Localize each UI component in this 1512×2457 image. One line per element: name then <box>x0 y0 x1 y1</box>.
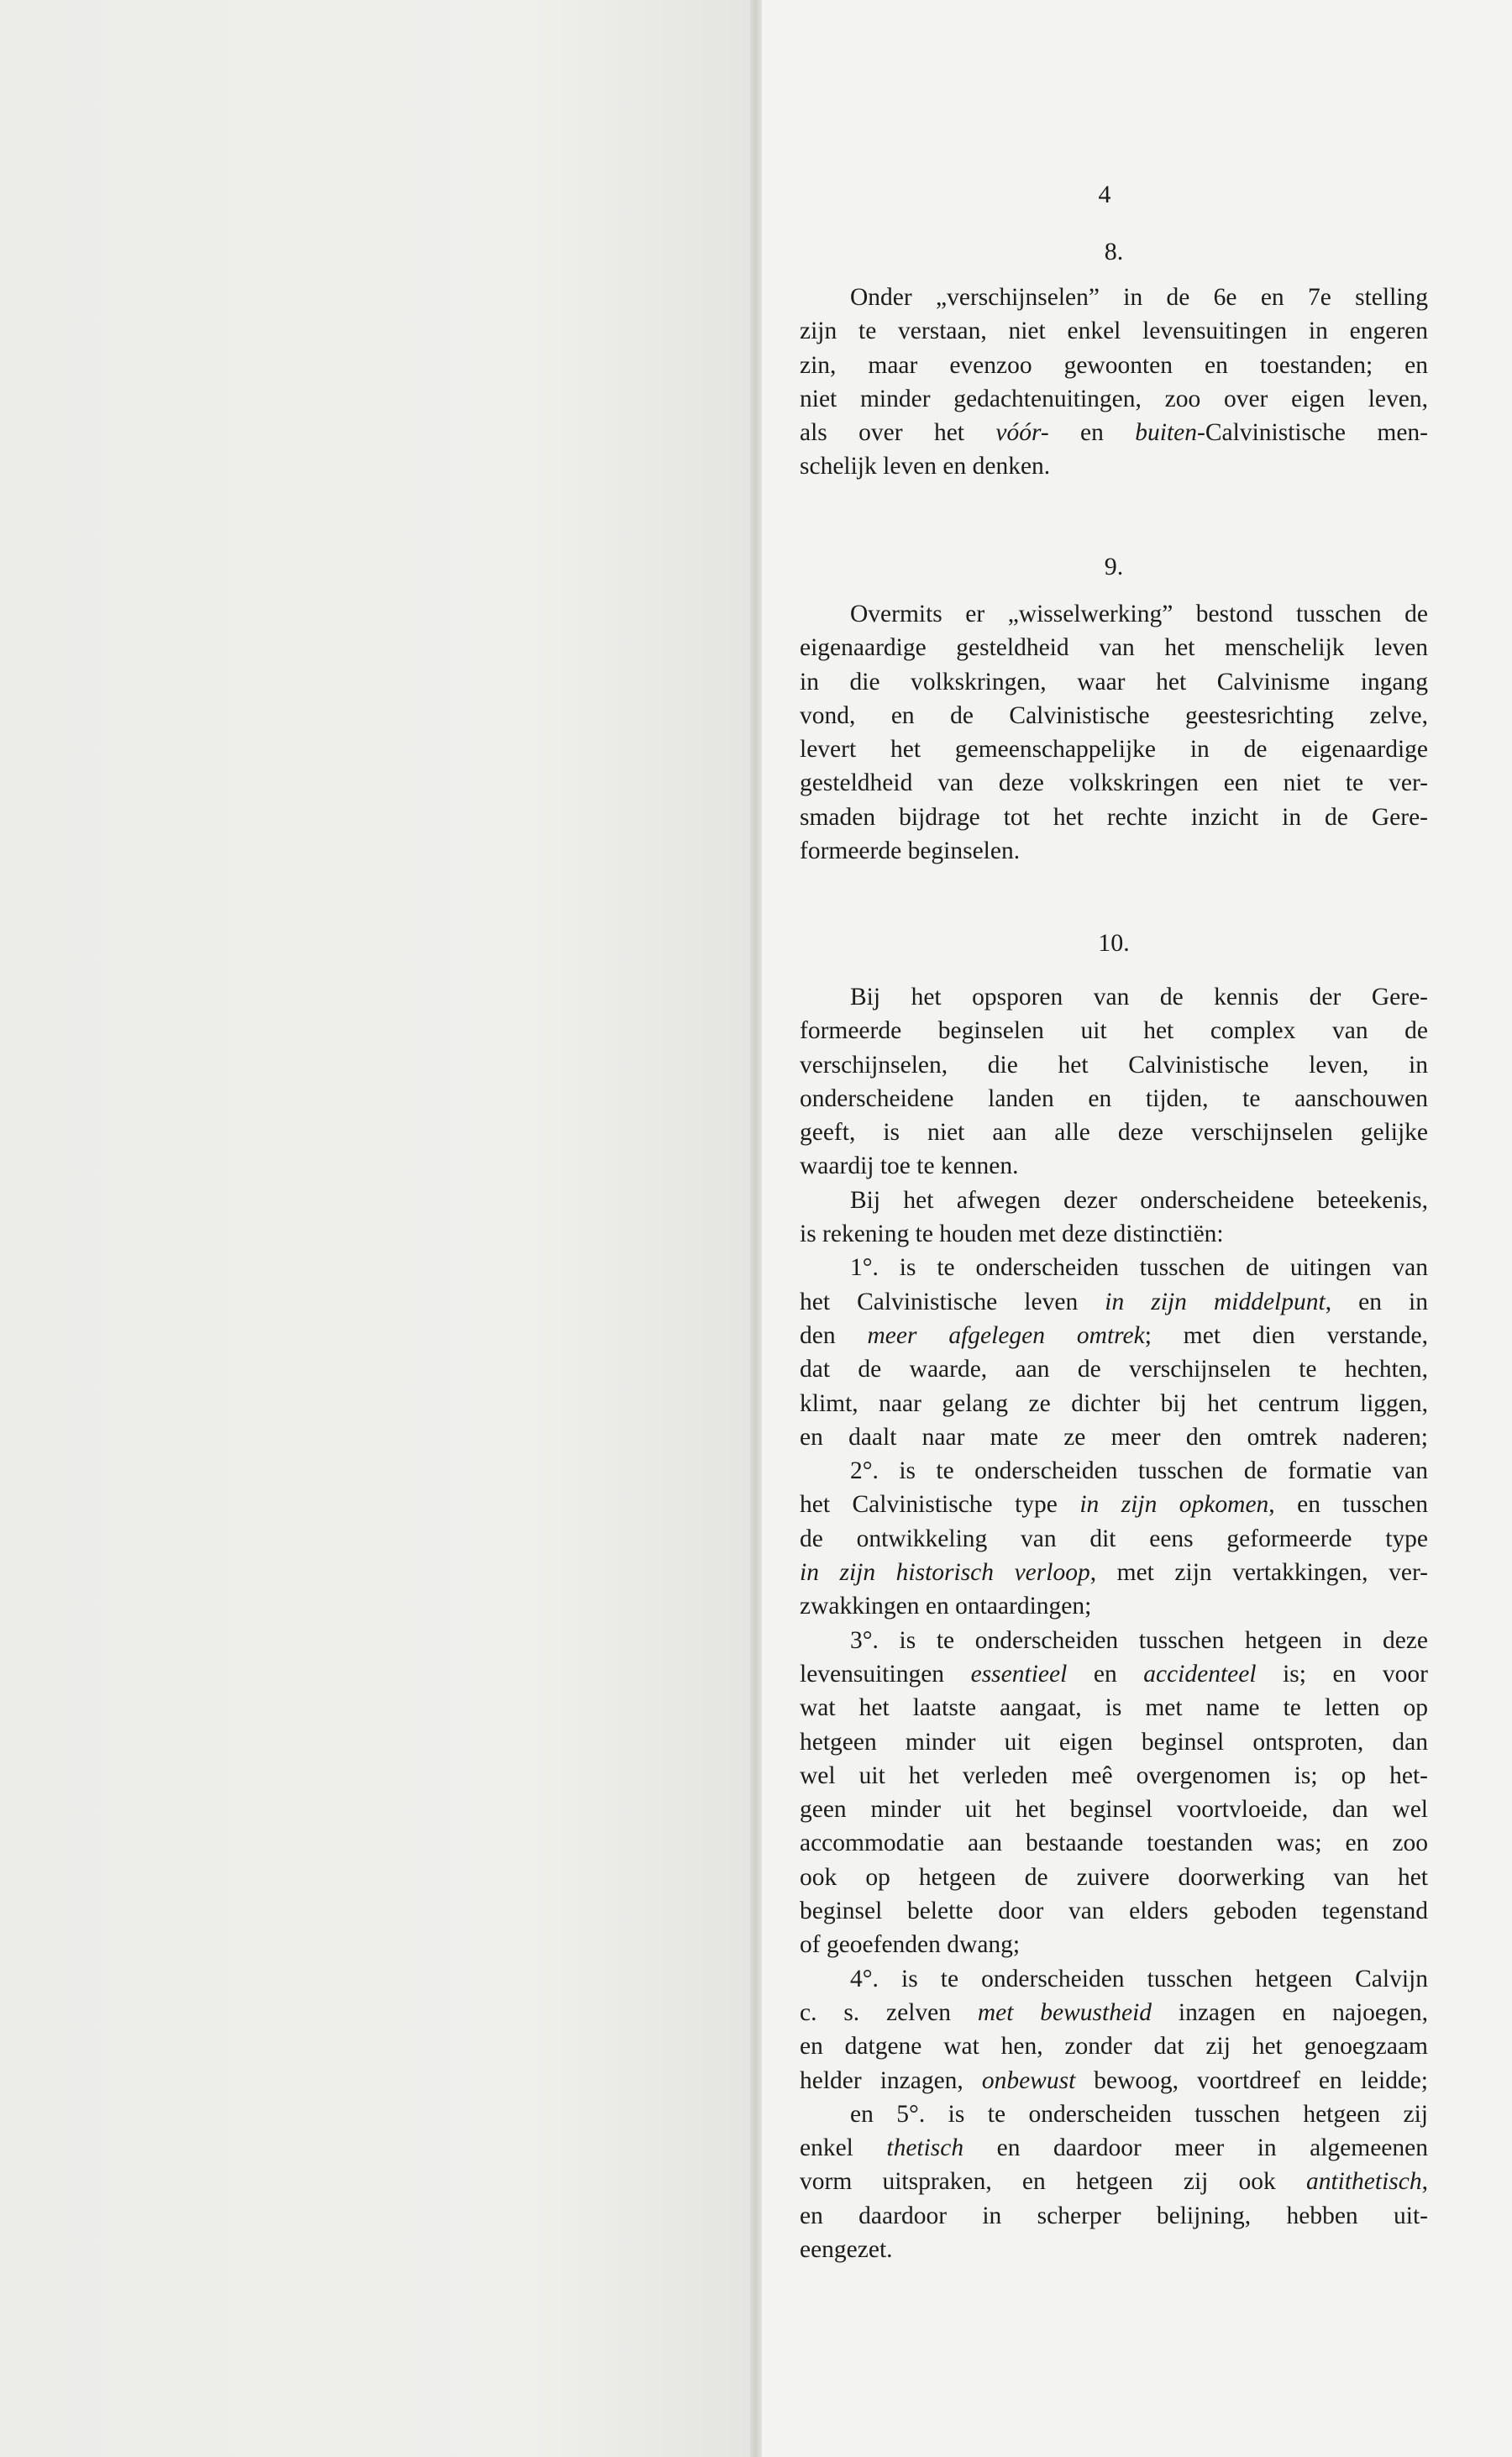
text-line: levensuitingen essentieel en accidenteel is; en voor <box>800 1660 1429 1688</box>
text-line: het Calvinistische leven in zijn middelpunt, en in <box>800 1288 1428 1315</box>
text-line: zin, maar evenzoo gewoonten en toestanden; en <box>800 351 1428 379</box>
text-line: eigenaardige gesteldheid van het menschelijk leven <box>800 634 1428 662</box>
text-line: den meer afgelegen omtrek; met dien verstande, <box>800 1321 1428 1349</box>
section-text <box>800 980 1428 2266</box>
text-line: accommodatie aan bestaande toestanden was; en zoo <box>800 1830 1428 1857</box>
text-line: 1°. is te onderscheiden tusschen de uitingen van <box>850 1254 1428 1282</box>
text-line: wel uit het verleden meê overgenomen is; op het- <box>800 1761 1428 1789</box>
text-line: in zijn historisch verloop, met zijn vertakkingen, ver- <box>800 1559 1428 1587</box>
page-number: 4 <box>1098 181 1111 208</box>
text-line: de ontwikkeling van dit eens geformeerde type <box>800 1525 1428 1552</box>
text-line: helder inzagen, onbewust bewoog, voortdreef en leidde; <box>800 2066 1429 2094</box>
text-line: c. s. zelven met bewustheid inzagen en najoegen, <box>800 1998 1428 2026</box>
text-line: beginsel belette door van elders geboden tegenstand <box>800 1898 1428 1925</box>
text-line: vond, en de Calvinistische geestesrichting zelve, <box>800 701 1428 729</box>
text-line: waardij toe te kennen. <box>800 1152 1019 1180</box>
text-line: het Calvinistische type in zijn opkomen, en tusschen <box>800 1491 1429 1519</box>
text-line: dat de waarde, aan de verschijnselen te hechten, <box>800 1356 1428 1383</box>
text-line: in die volkskringen, waar het Calvinisme ingang <box>800 668 1428 696</box>
section-number: 9. <box>1104 553 1124 580</box>
text-line: levert het gemeenschappelijke in de eigenaardige <box>800 736 1428 764</box>
text-line: enkel thetisch en daardoor meer in algemeenen <box>800 2134 1428 2162</box>
text-line: en daalt naar mate ze meer den omtrek naderen; <box>800 1423 1428 1451</box>
text-line: smaden bijdrage tot het rechte inzicht in de Gere- <box>800 803 1428 831</box>
text-line: ook op hetgeen de zuivere doorwerking van het <box>800 1863 1428 1891</box>
text-line: hetgeen minder uit eigen beginsel ontsproten, dan <box>800 1728 1428 1756</box>
text-line: en datgene wat hen, zonder dat zij het genoegzaam <box>800 2033 1428 2061</box>
text-line: zijn te verstaan, niet enkel levensuitingen in engeren <box>800 318 1428 345</box>
text-line: vorm uitspraken, en hetgeen zij ook antithetisch, <box>800 2168 1428 2196</box>
text-line: 3°. is te onderscheiden tusschen hetgeen in deze <box>850 1626 1428 1654</box>
text-line: Bij het opsporen van de kennis der Gere- <box>850 984 1428 1011</box>
section-text <box>800 597 1428 868</box>
section-text <box>800 281 1428 484</box>
section-8 <box>800 235 1428 484</box>
text-line: niet minder gedachtenuitingen, zoo over eigen leven, <box>800 385 1428 412</box>
text-line: en 5°. is te onderscheiden tusschen hetgeen zij <box>850 2100 1428 2128</box>
text-line: Bij het afwegen dezer onderscheidene beteekenis, <box>850 1186 1428 1214</box>
text-line: Onder „verschijnselen” in de 6e en 7e stelling <box>850 284 1428 311</box>
text-line: 4°. is te onderscheiden tusschen hetgeen Calvijn <box>850 1965 1428 1992</box>
text-line: formeerde beginselen uit het complex van de <box>800 1017 1428 1045</box>
text-line: als over het vóór- en buiten-Calvinistische men- <box>800 419 1428 447</box>
text-line: is rekening te houden met deze distinctiën: <box>800 1221 1224 1248</box>
page-gutter <box>750 0 762 2457</box>
text-line: 2°. is te onderscheiden tusschen de formatie van <box>850 1457 1428 1485</box>
text-line: of geoefenden dwang; <box>800 1931 1021 1959</box>
text-line: formeerde beginselen. <box>800 837 1021 865</box>
section-number: 8. <box>1104 238 1124 265</box>
section-9 <box>800 550 1428 868</box>
text-line: zwakkingen en ontaardingen; <box>800 1593 1092 1620</box>
text-line: klimt, naar gelang ze dichter bij het centrum liggen, <box>800 1389 1428 1417</box>
text-line: verschijnselen, die het Calvinistische leven, in <box>800 1051 1428 1079</box>
text-line: geen minder uit het beginsel voortvloeide, dan wel <box>800 1796 1428 1824</box>
text-line: geeft, is niet aan alle deze verschijnselen gelijke <box>800 1119 1428 1147</box>
section-number: 10. <box>1098 929 1130 957</box>
text-line: gesteldheid van deze volkskringen een niet te ver- <box>800 769 1428 797</box>
text-line: wat het laatste aangaat, is met name te letten op <box>800 1694 1428 1722</box>
section-10 <box>800 927 1428 2266</box>
text-line: onderscheidene landen en tijden, te aanschouwen <box>800 1084 1428 1112</box>
text-line: en daardoor in scherper belijning, hebben uit- <box>800 2202 1428 2229</box>
text-line: Overmits er „wisselwerking” bestond tusschen de <box>850 601 1428 627</box>
text-line: eengezet. <box>800 2235 893 2263</box>
text-line: schelijk leven en denken. <box>800 453 1051 480</box>
